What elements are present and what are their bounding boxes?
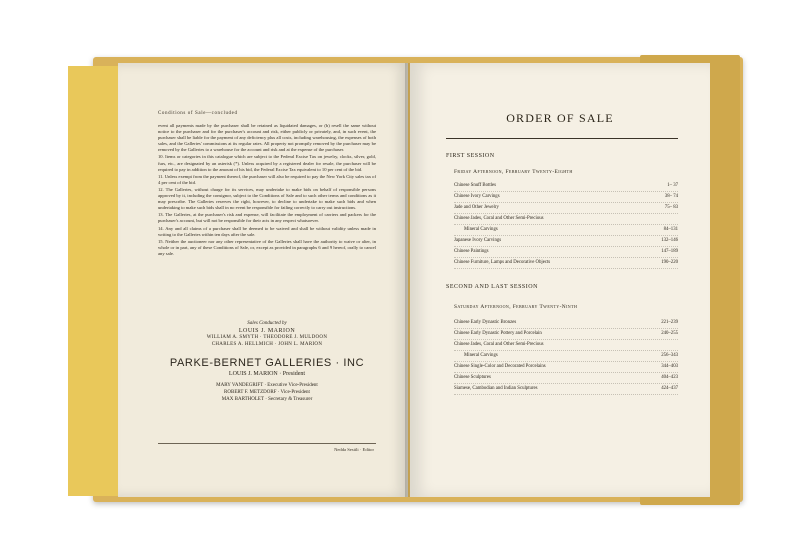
session-2-list <box>454 318 678 395</box>
list-item <box>454 247 678 258</box>
running-head: Conditions of Sale—concluded <box>158 111 238 116</box>
lot-range: 424–437 <box>661 386 678 391</box>
item-name: Chinese Paintings <box>454 249 489 254</box>
item-name: Mineral Carvings <box>464 227 498 232</box>
lot-range: 404–423 <box>661 375 678 380</box>
item-name: Jade and Other Jewelry <box>454 205 499 210</box>
officer: MARY VANDEGRIFT · Executive Vice-President <box>216 383 318 388</box>
list-item <box>454 258 678 269</box>
president: LOUIS J. MARION · President <box>228 371 306 377</box>
list-item <box>454 225 678 236</box>
paragraph: 14. Any and all claims of a purchaser shall be deemed to be waived and shall be without validity unless made in writing to the Galleries within ten days after the sale. <box>158 225 376 237</box>
list-item <box>454 340 678 351</box>
item-name: Chinese Sculptures <box>454 375 491 380</box>
item-name: Chinese Snuff Bottles <box>454 183 497 188</box>
lot-range: 221–239 <box>661 320 678 325</box>
session-heading: FIRST SESSION <box>446 153 495 159</box>
divider <box>158 443 376 444</box>
paragraph: 13. The Galleries, at the purchaser's risk and expense, will facilitate the employment of carriers and packers for the purchaser's account, but will not be responsible for their acts in any respect whatsoever. <box>158 212 376 224</box>
list-item <box>454 192 678 203</box>
yellow-flyleaf <box>68 66 120 496</box>
session-1-list <box>454 181 678 269</box>
paragraph: 12. The Galleries, without charge for its services, may undertake to make bids on behalf of responsible persons approved by it, including the consignor, subject to the Conditions of Sale and to such other terms and conditions as it may prescribe. The Galleries reserves the right, however, to decline to undertake to make such bids and when undertaking to make such bids shall in no event be responsible for failing correctly to carry out instructions. <box>158 186 376 211</box>
lot-range: 344–403 <box>661 364 678 369</box>
lot-range: 147–189 <box>661 249 678 254</box>
paragraph: 15. Neither the auctioneer nor any other representative of the Galleries shall have the authority to waive or alter, in whole or in part, any of these Conditions of Sale, or, except as provided in paragraphs 6 and 9 hereof, orally to cancel any sale. <box>158 238 376 256</box>
list-item <box>454 351 678 362</box>
paragraph: 11. Unless exempt from the payment thereof, the purchaser will also be required to pay the New York City sales tax of 4 per cent of the bid. <box>158 173 376 185</box>
list-item <box>454 203 678 214</box>
session-day: Saturday Afternoon, February Twenty-Ninth <box>454 304 578 310</box>
paragraph: event all payments made by the purchaser shall be retained as liquidated damages, or (b) resell the same without notice to the purchaser and for the purchaser's account and risk, either publicly or privately, and, in such event, the purchaser shall be liable for the payment of any deficiency plus all costs, including warehousing, the expenses of both sales, and the Galleries' commissions at its regular rates. All property not promptly removed by the purchaser may be removed by the Galleries to a warehouse for the account and risk and at the expense of the purchaser. <box>158 123 376 153</box>
sales-staff-block <box>158 321 376 403</box>
item-name: Japanese Ivory Carvings <box>454 238 502 243</box>
list-item <box>454 214 678 225</box>
item-name: Chinese Single-Color and Decorated Porcelains <box>454 364 546 369</box>
list-item <box>454 384 678 395</box>
page-title: ORDER OF SALE <box>506 111 614 125</box>
lot-range: 84–131 <box>663 227 678 232</box>
auctioneers-line: WILLIAM A. SMYTH · THEODORE J. MULDOON <box>206 335 328 340</box>
list-item <box>454 362 678 373</box>
left-page <box>118 63 408 497</box>
lot-range: 1– 37 <box>667 183 678 188</box>
item-name: Chinese Jades, Coral and Other Semi-Precious <box>454 342 544 347</box>
lot-range: 190–220 <box>661 260 678 265</box>
list-item <box>454 318 678 329</box>
firm-name: PARKE-BERNET GALLERIES · INC <box>169 357 365 369</box>
session-heading: SECOND AND LAST SESSION <box>446 284 538 290</box>
item-name: Chinese Early Dynastic Bronzes <box>454 320 517 325</box>
editor-credit: Nedda Sestili · Editor <box>334 447 374 452</box>
officer: MAX BARTHOLET · Secretary & Treasurer <box>221 397 313 402</box>
divider <box>446 138 678 139</box>
auctioneers-line: CHARLES A. HELLMICH · JOHN L. MARION <box>211 342 323 347</box>
officer: ROBERT F. METZDORF · Vice-President <box>224 390 310 395</box>
item-name: Chinese Jades, Coral and Other Semi-Precious <box>454 216 544 221</box>
list-item <box>454 181 678 192</box>
lot-range: 38– 74 <box>664 194 678 199</box>
item-name: Chinese Early Dynastic Pottery and Porcelain <box>454 331 542 336</box>
sales-conducted-label: Sales Conducted by <box>247 321 287 326</box>
lot-range: 256–343 <box>661 353 678 358</box>
list-item <box>454 329 678 340</box>
paragraph: 10. Items or categories in this catalogue which are subject to the Federal Excise Tax on jewelry, clocks, silver, gold, furs, etc., are designated by an asterisk (*). Unless acquired by a registered dealer for resale, the purchaser will be required to pay in addition to the amount of his bid, the Federal Excise Tax equivalent to 10 per cent of the bid. <box>158 154 376 172</box>
item-name: Chinese Furniture, Lamps and Decorative Objects <box>454 260 551 265</box>
lot-range: 75– 83 <box>664 205 678 210</box>
item-name: Mineral Carvings <box>464 353 498 358</box>
lot-range: 240–255 <box>661 331 678 336</box>
lot-range: 132–146 <box>661 238 678 243</box>
lead-auctioneer: LOUIS J. MARION <box>238 328 296 334</box>
session-day: Friday Afternoon, February Twenty-Eighth <box>454 169 573 175</box>
item-name: Chinese Ivory Carvings <box>454 194 500 199</box>
right-page <box>410 63 710 497</box>
item-name: Siamese, Cambodian and Indian Sculptures <box>454 386 538 391</box>
list-item <box>454 373 678 384</box>
conditions-of-sale-text <box>158 123 376 258</box>
list-item <box>454 236 678 247</box>
